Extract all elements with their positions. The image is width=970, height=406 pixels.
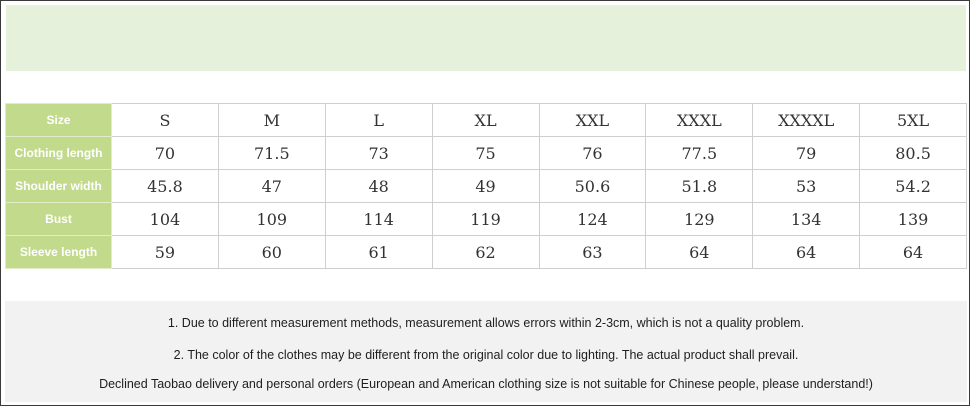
table-cell: 63 [539, 236, 646, 269]
table-cell: 54.2 [860, 170, 967, 203]
note-declined-orders: Declined Taobao delivery and personal orders (European and American clothing size is not suitable for Chinese people, please understand!) [99, 377, 873, 391]
table-cell: 53 [753, 170, 860, 203]
table-cell: 60 [218, 236, 325, 269]
table-cell: 70 [112, 137, 219, 170]
table-cell: 64 [753, 236, 860, 269]
size-table [5, 103, 967, 269]
table-cell: 104 [112, 203, 219, 236]
table-row-clothing-length [6, 137, 967, 170]
table-row-sleeve-length [6, 236, 967, 269]
table-cell: 50.6 [539, 170, 646, 203]
row-label-clothing-length: Clothing length [6, 137, 112, 170]
table-cell: 45.8 [112, 170, 219, 203]
table-cell: 64 [646, 236, 753, 269]
table-cell: 114 [325, 203, 432, 236]
table-cell: 129 [646, 203, 753, 236]
table-cell: 75 [432, 137, 539, 170]
table-cell: S [112, 104, 219, 137]
table-cell: 76 [539, 137, 646, 170]
table-cell: 48 [325, 170, 432, 203]
table-cell: 5XL [860, 104, 967, 137]
row-label-shoulder-width: Shoulder width [6, 170, 112, 203]
table-cell: M [218, 104, 325, 137]
table-cell: XXXXL [753, 104, 860, 137]
notes-panel [5, 301, 967, 402]
table-cell: 109 [218, 203, 325, 236]
table-cell: 77.5 [646, 137, 753, 170]
top-banner [6, 5, 966, 71]
table-row-shoulder-width [6, 170, 967, 203]
table-cell: 134 [753, 203, 860, 236]
row-label-size: Size [6, 104, 112, 137]
table-cell: 73 [325, 137, 432, 170]
table-cell: XL [432, 104, 539, 137]
note-color: 2. The color of the clothes may be different from the original color due to lighting. The actual product shall prevail. [173, 348, 799, 362]
table-cell: 71.5 [218, 137, 325, 170]
table-cell: 47 [218, 170, 325, 203]
table-row-bust [6, 203, 967, 236]
row-label-bust: Bust [6, 203, 112, 236]
table-cell: 119 [432, 203, 539, 236]
table-cell: 51.8 [646, 170, 753, 203]
table-cell: 61 [325, 236, 432, 269]
table-cell: 49 [432, 170, 539, 203]
table-cell: 79 [753, 137, 860, 170]
table-row-size [6, 104, 967, 137]
table-cell: 139 [860, 203, 967, 236]
table-cell: L [325, 104, 432, 137]
table-cell: XXL [539, 104, 646, 137]
table-cell: 80.5 [860, 137, 967, 170]
table-cell: 62 [432, 236, 539, 269]
table-cell: XXXL [646, 104, 753, 137]
note-measurement: 1. Due to different measurement methods, measurement allows errors within 2-3cm, which is not a quality problem. [167, 316, 805, 330]
table-cell: 124 [539, 203, 646, 236]
table-cell: 64 [860, 236, 967, 269]
table-cell: 59 [112, 236, 219, 269]
row-label-sleeve-length: Sleeve length [6, 236, 112, 269]
